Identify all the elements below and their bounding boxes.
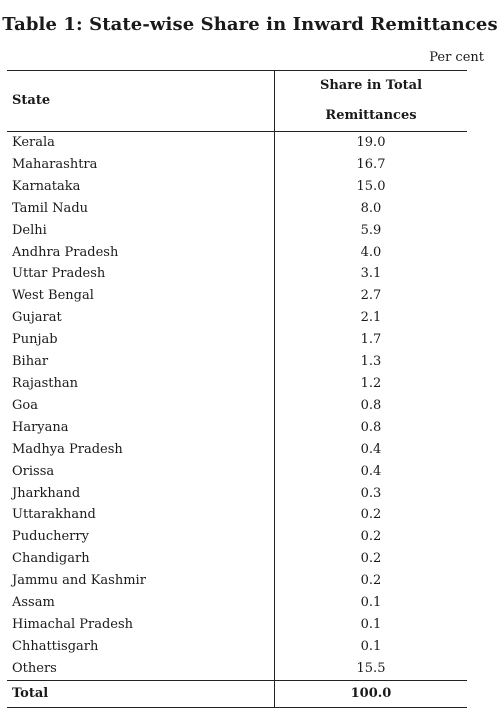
state-cell: Maharashtra	[7, 154, 275, 176]
table-row	[7, 373, 467, 395]
state-cell: Uttar Pradesh	[7, 263, 275, 285]
state-cell: Haryana	[7, 417, 275, 439]
state-cell: Kerala	[7, 132, 275, 154]
share-cell: 0.2	[360, 573, 382, 589]
table-row	[7, 417, 467, 439]
table-row	[7, 548, 467, 570]
share-cell: 0.2	[360, 551, 382, 567]
table-row	[7, 395, 467, 417]
state-cell: Gujarat	[7, 307, 275, 329]
share-cell: 3.1	[360, 266, 382, 282]
state-cell: Himachal Pradesh	[7, 614, 275, 636]
table-row	[7, 307, 467, 329]
table-row	[7, 132, 467, 154]
table-row	[7, 461, 467, 483]
share-cell: 0.2	[360, 529, 382, 545]
share-cell: 15.5	[356, 660, 386, 676]
table-row	[7, 329, 467, 351]
table-row	[7, 636, 467, 658]
share-cell: 5.9	[360, 222, 382, 238]
total-row	[7, 680, 467, 707]
share-cell: 0.8	[360, 397, 382, 413]
table-row	[7, 220, 467, 242]
state-cell: Karnataka	[7, 176, 275, 198]
share-cell: 0.2	[360, 507, 382, 523]
table-row	[7, 570, 467, 592]
state-cell: Puducherry	[7, 526, 275, 548]
state-cell: Delhi	[7, 220, 275, 242]
state-cell: Rajasthan	[7, 373, 275, 395]
share-cell: 1.2	[360, 375, 382, 391]
state-cell: Andhra Pradesh	[7, 242, 275, 264]
table-row	[7, 198, 467, 220]
table-row	[7, 592, 467, 614]
state-cell: Chhattisgarh	[7, 636, 275, 658]
unit-label: Per cent	[429, 50, 484, 65]
state-cell: Others	[7, 658, 275, 680]
table-body	[7, 132, 467, 681]
share-cell: 0.4	[360, 441, 382, 457]
share-cell: 16.7	[356, 156, 386, 172]
table-row	[7, 285, 467, 307]
table-header	[7, 71, 467, 132]
header-row	[7, 71, 467, 132]
state-cell: West Bengal	[7, 285, 275, 307]
column-header-share: Share in Total Remittances	[275, 71, 468, 132]
state-cell: Goa	[7, 395, 275, 417]
share-cell: 4.0	[360, 244, 382, 260]
table-title: Table 1: State-wise Share in Inward Remittances	[2, 14, 498, 35]
share-cell: 0.1	[360, 638, 382, 654]
share-cell: 2.1	[360, 310, 382, 326]
state-cell: Punjab	[7, 329, 275, 351]
share-cell: 15.0	[356, 178, 386, 194]
share-cell: 0.3	[360, 485, 382, 501]
state-cell: Madhya Pradesh	[7, 439, 275, 461]
total-label: Total	[7, 680, 275, 707]
state-cell: Bihar	[7, 351, 275, 373]
table-row	[7, 614, 467, 636]
table-row	[7, 176, 467, 198]
share-cell: 1.7	[360, 332, 382, 348]
remittance-table	[7, 70, 467, 708]
share-cell: 8.0	[360, 200, 382, 216]
state-cell: Uttarakhand	[7, 504, 275, 526]
state-cell: Assam	[7, 592, 275, 614]
state-cell: Chandigarh	[7, 548, 275, 570]
table-footer	[7, 680, 467, 707]
state-cell: Tamil Nadu	[7, 198, 275, 220]
column-header-state: State	[7, 71, 275, 132]
table-row	[7, 483, 467, 505]
table-row	[7, 504, 467, 526]
share-cell: 2.7	[360, 288, 382, 304]
table-row	[7, 242, 467, 264]
share-cell: 19.0	[356, 135, 386, 150]
state-cell: Orissa	[7, 461, 275, 483]
share-cell: 0.1	[360, 616, 382, 632]
table-row	[7, 526, 467, 548]
share-cell: 0.1	[360, 595, 382, 611]
state-cell: Jharkhand	[7, 483, 275, 505]
table-row	[7, 439, 467, 461]
total-value: 100.0	[275, 680, 468, 707]
remittance-table-container	[7, 70, 467, 708]
share-cell: 0.8	[360, 419, 382, 435]
share-cell: 1.3	[360, 354, 382, 370]
table-row	[7, 263, 467, 285]
table-row	[7, 351, 467, 373]
share-cell: 0.4	[360, 463, 382, 479]
table-row	[7, 154, 467, 176]
state-cell: Jammu and Kashmir	[7, 570, 275, 592]
table-row	[7, 658, 467, 680]
